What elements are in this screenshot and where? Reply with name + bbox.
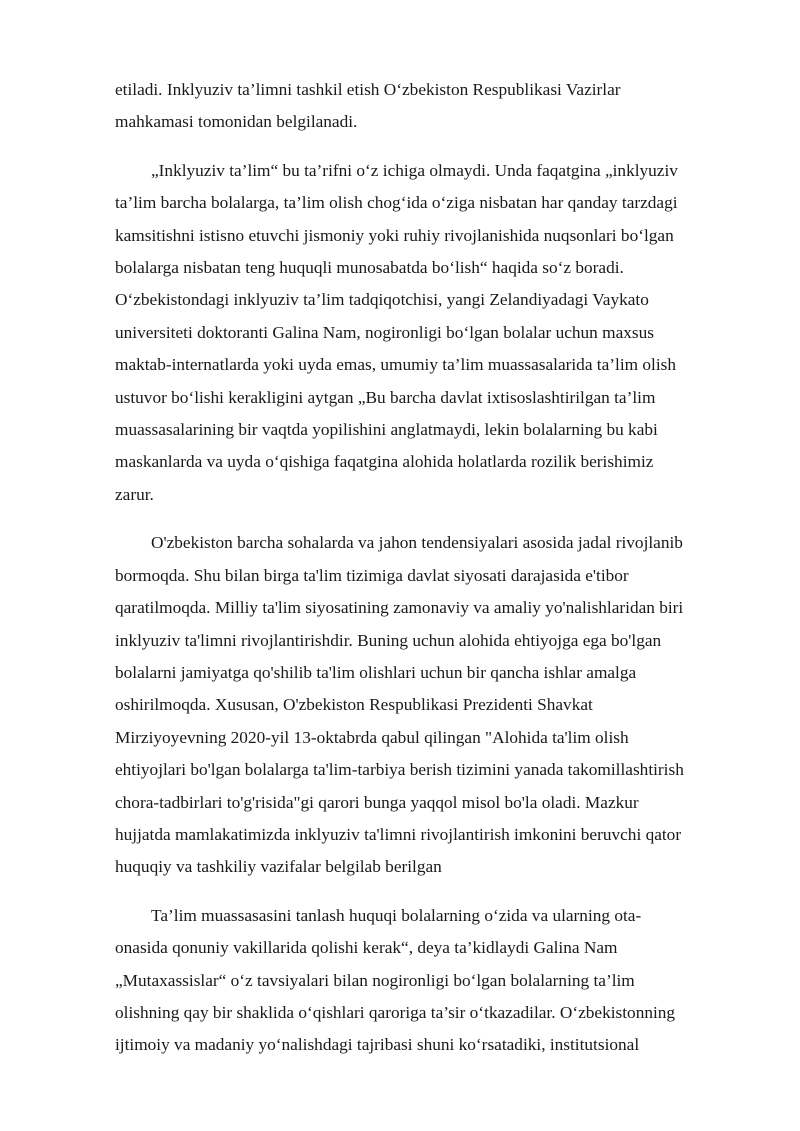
text-line: muassasalarining bir vaqtda yopilishini anglatmaydi, lekin bolalarning bu kabi <box>115 420 658 440</box>
text-line: bolalarni jamiyatga qo'shilib ta'lim olishlari uchun bir qancha ishlar amalga <box>115 662 637 682</box>
text-line: universiteti doktoranti Galina Nam, nogironligi bo‘lgan bolalar uchun maxsus <box>115 322 654 342</box>
paragraph-spacer <box>115 139 740 155</box>
text-line: ta’lim barcha bolalarga, ta’lim olish chog‘ida o‘ziga nisbatan har qanday tarzdagi <box>115 193 678 213</box>
text-line: Ta’lim muassasasini tanlash huquqi bolalarning o‘zida va ularning ota- <box>151 905 642 925</box>
text-line: hujjatda mamlakatimizda inklyuziv ta'limni rivojlantirish imkonini beruvchi qator <box>115 824 682 844</box>
paragraph-spacer <box>115 884 740 900</box>
text-line: zarur. <box>115 484 154 504</box>
text-line: kamsitishni istisno etuvchi jismoniy yoki ruhiy rivojlanishida nuqsonlari bo‘lgan <box>115 225 674 245</box>
text-line: maktab-internatlarda yoki uyda emas, umumiy ta’lim muassasalarida ta’lim olish <box>115 355 677 375</box>
text-line: ijtimoiy va madaniy yo‘nalishdagi tajribasi shuni ko‘rsatadiki, institutsional <box>115 1035 640 1055</box>
text-line: qaratilmoqda. Milliy ta'lim siyosatining zamonaviy va amaliy yo'nalishlaridan biri <box>115 598 684 618</box>
text-line: etiladi. Inklyuziv ta’limni tashkil etish O‘zbekiston Respublikasi Vazirlar <box>115 80 621 99</box>
paragraph-2 <box>115 155 740 511</box>
text-line: O'zbekiston barcha sohalarda va jahon tendensiyalari asosida jadal rivojlanib <box>151 533 683 553</box>
text-line: oshirilmoqda. Xususan, O'zbekiston Respublikasi Prezidenti Shavkat <box>115 695 593 715</box>
text-line: bolalarga nisbatan teng huquqli munosabatda bo‘lish“ haqida so‘z boradi. <box>115 258 624 278</box>
text-line: ustuvor bo‘lishi kerakligini aytgan „Bu barcha davlat ixtisoslashtirilgan ta’lim <box>115 387 656 407</box>
paragraph-spacer <box>115 511 740 527</box>
text-line: ehtiyojlari bo'lgan bolalarga ta'lim-tarbiya berish tizimini yanada takomillashtirish <box>115 760 684 780</box>
text-line: bormoqda. Shu bilan birga ta'lim tizimiga davlat siyosati darajasida e'tibor <box>115 565 629 585</box>
text-line: mahkamasi tomonidan belgilanadi. <box>115 112 358 132</box>
text-line: „Inklyuziv ta’lim“ bu ta’rifni o‘z ichiga olmaydi. Unda faqatgina „inklyuziv <box>151 160 678 180</box>
paragraph-4 <box>115 900 740 1062</box>
text-line: maskanlarda va uyda o‘qishiga faqatgina alohida holatlarda rozilik berishimiz <box>115 452 654 472</box>
text-line: huquqiy va tashkiliy vazifalar belgilab berilgan <box>115 857 442 877</box>
text-line: Mirziyoyevning 2020-yil 13-oktabrda qabul qilingan "Alohida ta'lim olish <box>115 727 629 747</box>
text-line: inklyuziv ta'limni rivojlantirishdir. Buning uchun alohida ehtiyojga ega bo'lgan <box>115 630 662 650</box>
text-line: „Mutaxassislar“ o‘z tavsiyalari bilan nogironligi bo‘lgan bolalarning ta’lim <box>115 970 635 990</box>
text-line: chora-tadbirlari to'g'risida"gi qarori bunga yaqqol misol bo'la oladi. Mazkur <box>115 792 639 812</box>
text-line: olishning qay bir shaklida o‘qishlari qaroriga ta’sir o‘tkazadilar. O‘zbekistonning <box>115 1002 676 1022</box>
text-line: O‘zbekistondagi inklyuziv ta’lim tadqiqotchisi, yangi Zelandiyadagi Vaykato <box>115 290 649 310</box>
paragraph-1 <box>115 74 740 139</box>
document-body <box>115 74 740 1062</box>
text-line: onasida qonuniy vakillarida qolishi kerak“, deya ta’kidlaydi Galina Nam <box>115 938 618 958</box>
paragraph-3 <box>115 527 740 883</box>
